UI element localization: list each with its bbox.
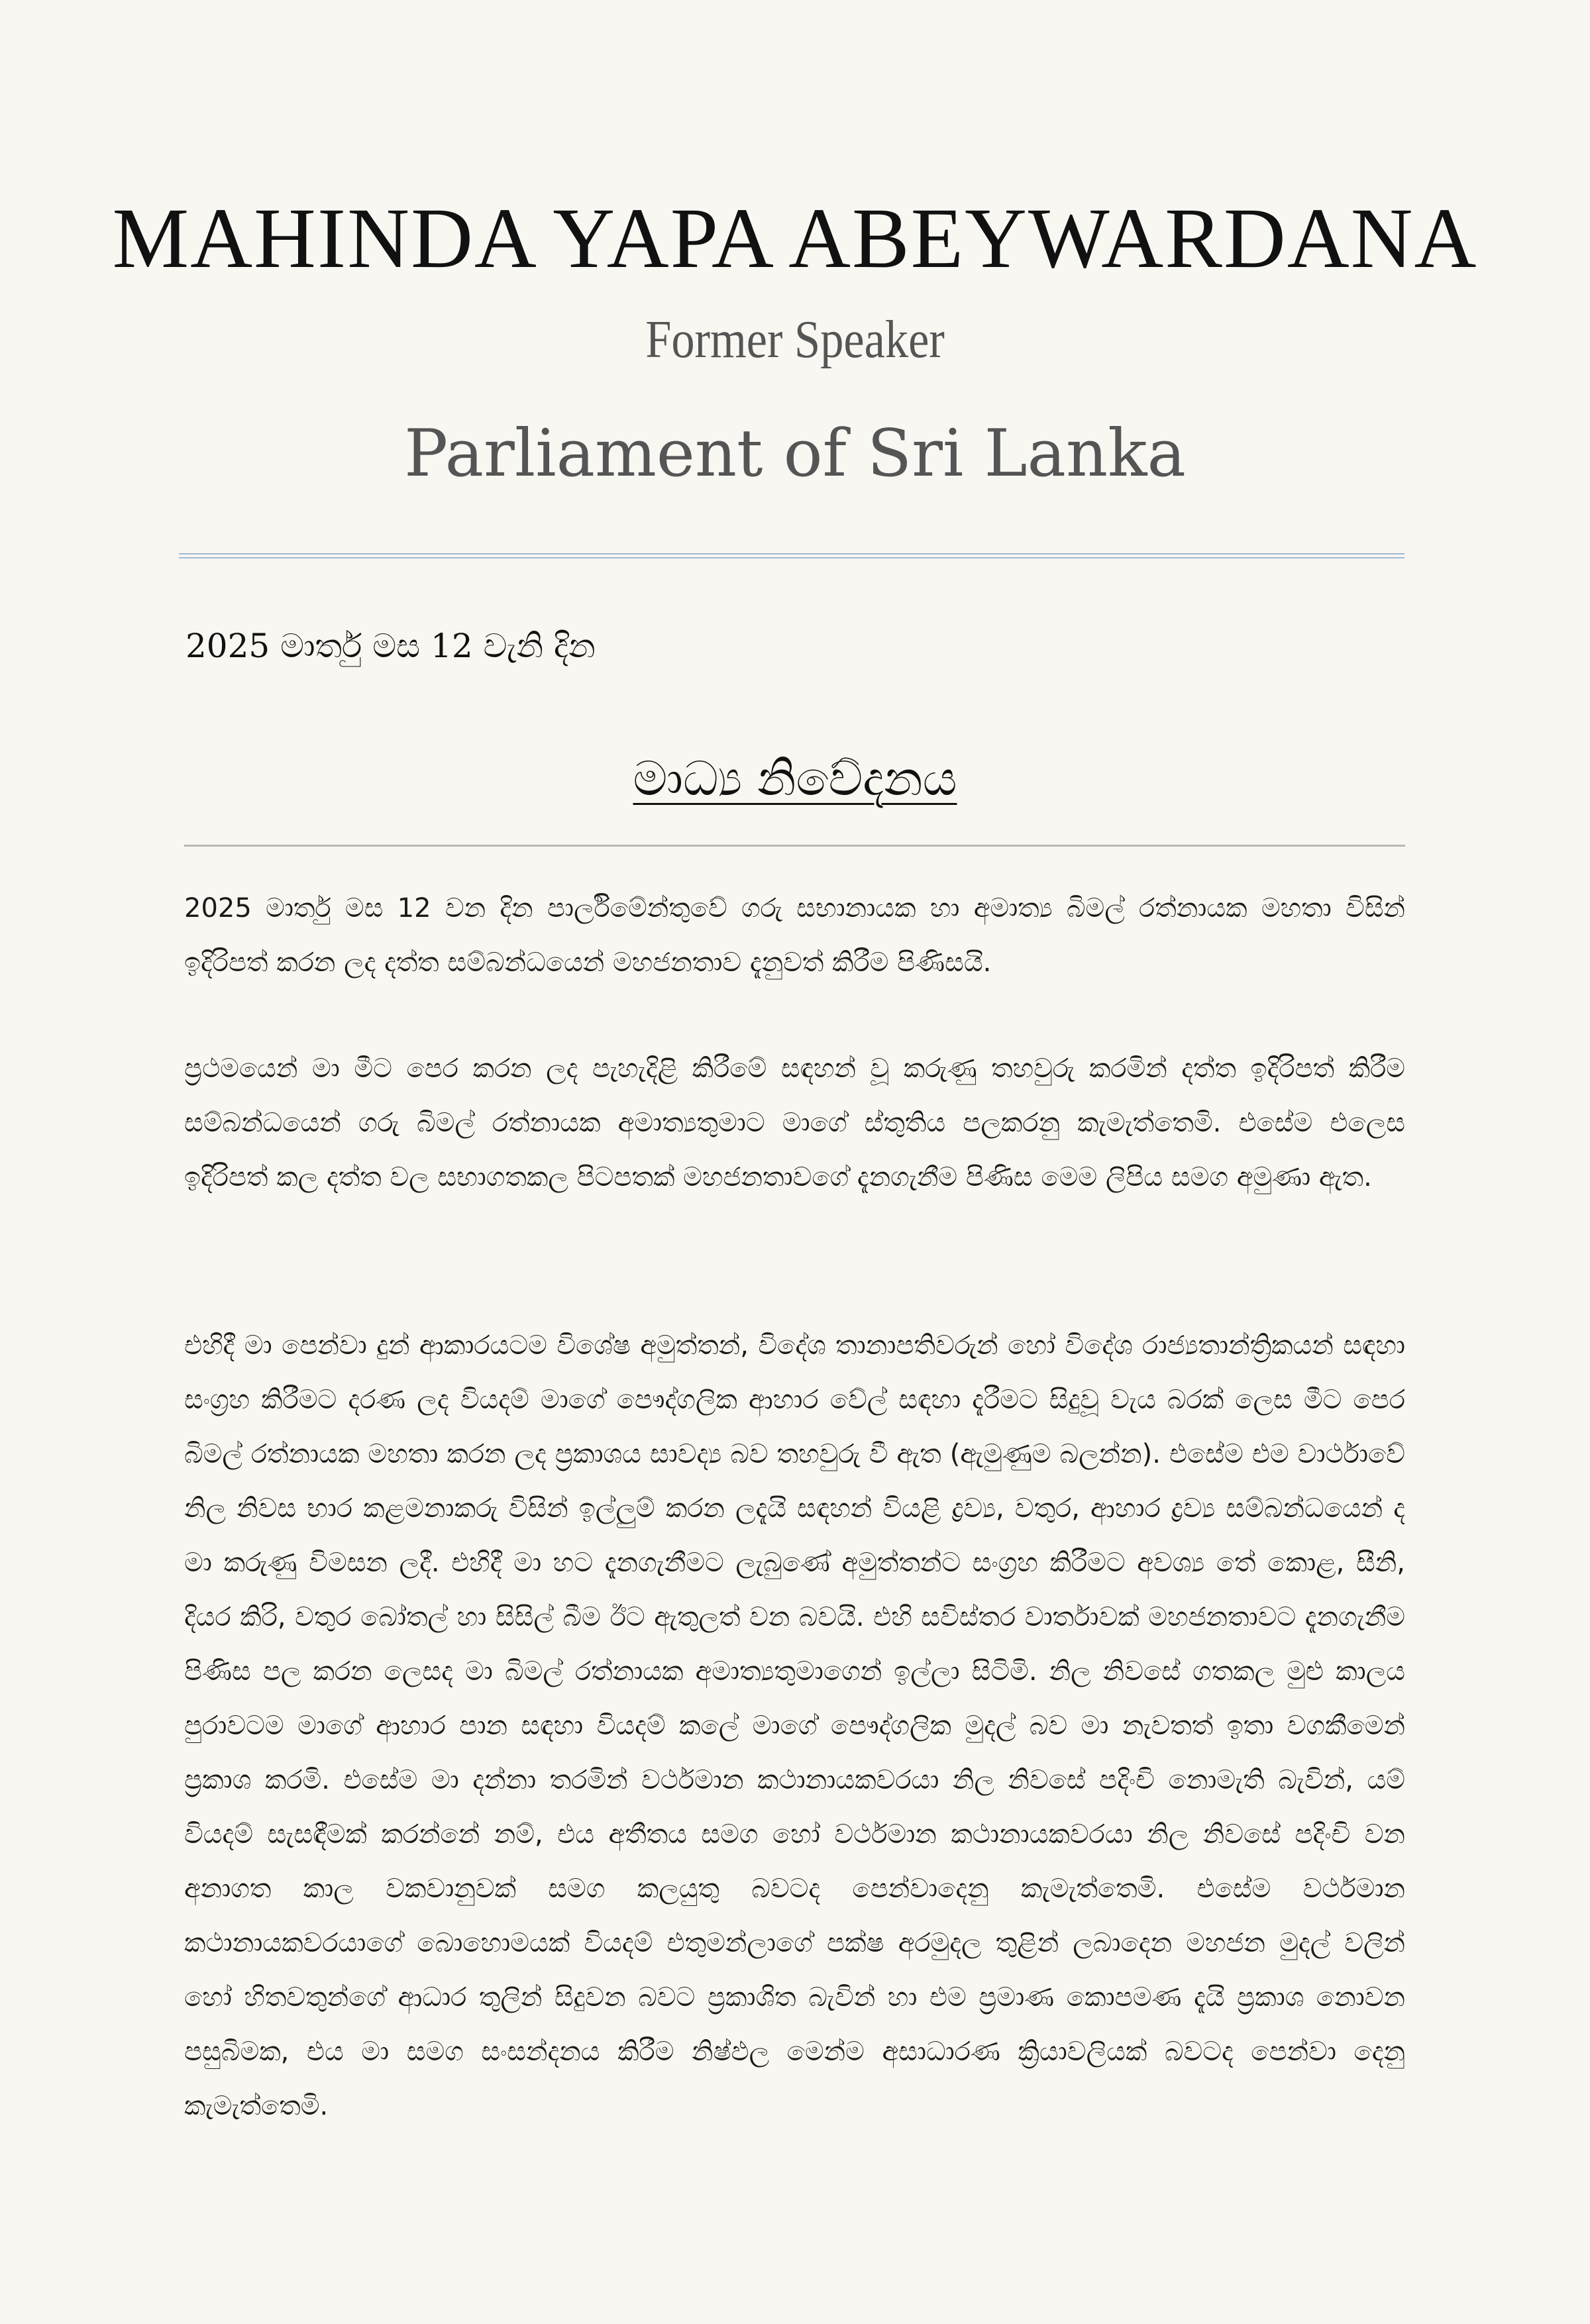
heading-divider (184, 845, 1405, 847)
organization-name: Parliament of Sri Lanka (404, 416, 1186, 492)
body-paragraph-2: ප්‍රථමයෙන් මා මීට පෙර කරන ලද පැහැදිළි කිරීමේ සඳහන් වූ කරුණු තහවුරු කරමින් දත්ත ඉදිරිපත් කිරීම සම්බන්ධයෙන් ගරු බිමල් රත්නායක අමාත්‍යතුමාට මාගේ ස්තුතිය පලකරනු කැමැත්තෙමි. එසේම එලෙස ඉදිරිපත් කල දත්ත වල සභාගතකල පිටපතක් මහජනතාවගේ දැනගැනීම පිණිස මෙම ලිපිය සමග අමුණා ඇත. (184, 1053, 1405, 1192)
heading-text: මාධ්‍ය නිවේදනය (633, 751, 957, 806)
author-name: MAHINDA YAPA ABEYWARDANA (112, 191, 1478, 286)
author-position: Former Speaker (645, 311, 945, 369)
header-divider (179, 553, 1404, 558)
document-date: 2025 මාර්තු මස 12 වැනි දින (186, 627, 596, 665)
body-paragraph-3: එහිදී මා පෙන්වා දුන් ආකාරයටම විශේෂ අමුත්තන්, විදේශ තානාපතිවරුන් හෝ විදේශ රාජ්‍යතාන්ත්‍රිකයන් සඳහා සංග්‍රහ කිරීමට දරණ ලද වියදම් මාගේ පෞද්ගලික ආහාර වේල් සඳහා දැරීමට සිදුවූ වැය බරක් ලෙස මීට පෙර බිමල් රත්නායක මහතා කරන ලද ප්‍රකාශය සාවද්‍ය බව තහවුරු වී ඇත (ඇමුණුම බලන්න). එසේම එම වාර්ථාවේ නිල නිවස භාර කළමනාකරු විසින් ඉල්ලුම් කරන ලදැයි සඳහන් වියළි ද්‍රව්‍ය, වතුර, ආහාර ද්‍රව්‍ය සම්බන්ධයෙන් ද මා කරුණු විමසන ලදී. එහිදී මා හට දැනගැනීමට ලැබුණේ අමුත්තන්ට සංග්‍රහ කිරීමට අවශ්‍ය තේ කොළ, සීනි, දියර කිරි, වතුර බෝතල් හා සිසිල් බීම ඊට ඇතුලත් වන බවයි. එහි සවිස්තර වාර්තාවක් මහජනතාවට දැනගැනීම පිණිස පල කරන ලෙසද මා බිමල් රත්නායක අමාත්‍යතුමාගෙන් ඉල්ලා සිටිමි. නිල නිවසේ ගතකල මුළු කාලය පුරාවටම මාගේ ආහාර පාන සඳහා වියදම් කලේ මාගේ පෞද්ගලික මුදල් බව මා නැවතත් ඉතා වගකීමෙන් ප්‍රකාශ කරමි. එසේම මා දන්නා තරමින් වර්ථමාන කථානායකවරයා නිල නිවසේ පදිංචි නොමැති බැවින්, යම් වියදම් සැසඳීමක් කරන්නේ නම්, එය අතීතය සමග හෝ වර්ථමාන කථානායකවරයා නිල නිවසේ පදිංචි වන අනාගත කාල වකවානුවක් සමග කලයුතු බවටද පෙන්වාදෙනු කැමැත්තෙමි. එසේම වර්ථමාන කථානායකවරයාගේ බොහොමයක් වියදම් එතුමන්ලාගේ පක්ෂ අරමුදල තුළින් ලබාදෙන මහජන මුදල් වලින් හෝ හිතවතුන්ගේ ආධාර තුලින් සිදුවන බවට ප්‍රකාශිත බැවින් හා එම ප්‍රමාණ කොපමණ දැයි ප්‍රකාශ නොවන පසුබිමක, එය මා සමග සංසන්දනය කිරීම නිෂ්ඵල මෙන්ම අසාධාරණ ක්‍රියාවලියක් බවටද පෙන්වා දෙනු කැමැත්තෙමි. (184, 1330, 1405, 2121)
body-paragraph-1: 2025 මාර්තු මස 12 වන දින පාර්ලිමේන්තුවේ ගරු සභානායක හා අමාත්‍ය බිමල් රත්නායක මහතා විසින් ඉදිරිපත් කරන ලද දත්ත සම්බන්ධයෙන් මහජනතාව දැනුවත් කිරීම පිණිසයි. (184, 893, 1405, 978)
document-heading (0, 742, 1590, 815)
